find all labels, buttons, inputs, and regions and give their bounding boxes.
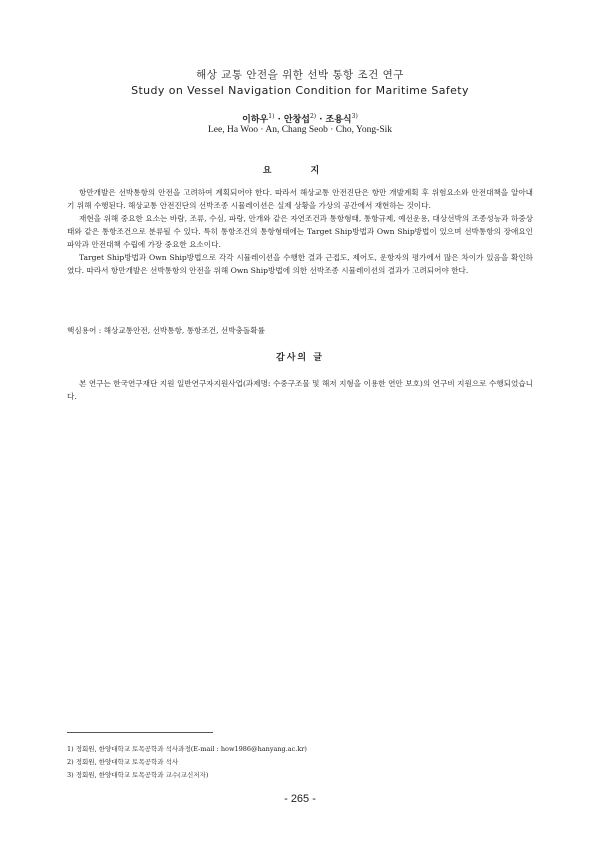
footnote: 1) 정회원, 한양대학교 토목공학과 석사과정(E-mail : how1986@hanyang.ac.kr)	[67, 745, 307, 753]
abstract-paragraph: 항만개발은 선박통항의 안전을 고려하여 계획되어야 한다. 따라서 해상교통 안전진단은 항만 개발계획 후 위험요소와 안전대책을 알아내기 위해 수행된다. 해상교통 안전진단의 선박조종 시뮬레이션은 실제 상황을 가상의 공간에서 재현하는 것이다.	[67, 188, 533, 210]
acknowledgement-text: 본 연구는 한국연구재단 지원 일반연구자지원사업(과제명: 수중구조물 및 해저 지형을 이용한 연안 보호)의 연구비 지원으로 수행되었습니다.	[67, 379, 533, 401]
footnote: 2) 정회원, 한양대학교 토목공학과 석사	[67, 758, 179, 766]
authors-korean	[0, 112, 600, 125]
acknowledgement-heading: 감사의 글	[276, 353, 324, 363]
keywords-text: 해상교통안전, 선박통항, 통항조건, 선박충돌확률	[103, 326, 265, 335]
keywords	[67, 325, 265, 336]
author-name: 안창섭	[283, 115, 310, 125]
footnote: 3) 정회원, 한양대학교 토목공학과 교수(교신저자)	[67, 771, 209, 779]
author-name: 조용식	[325, 115, 352, 125]
footnotes	[67, 743, 533, 782]
page-number: - 265 -	[284, 793, 316, 805]
abstract-body	[67, 186, 533, 277]
author-name: 이하우	[242, 115, 269, 125]
title-english: Study on Vessel Navigation Condition for Maritime Safety	[131, 84, 469, 97]
author-separator: ·	[319, 115, 323, 125]
title-korean: 해상 교통 안전을 위한 선박 통항 조건 연구	[196, 69, 404, 81]
author-mark: 1)	[268, 113, 275, 120]
author-mark: 3)	[351, 113, 358, 120]
keywords-label: 핵심용어 :	[67, 326, 102, 335]
author-separator: ·	[277, 115, 281, 125]
abstract-paragraph: 재현을 위해 중요한 요소는 바람, 조류, 수심, 파랑, 안개와 같은 자연조건과 통항형태, 통항규제, 예선운용, 대상선박의 조종성능과 하중상태와 같은 통항조건으로 분류될 수 있다. 특히 통항조건의 통항형태에는 Target Ship방법과 Own Ship방법이 있으며 선박통항의 장애요인 파악과 안전대책 수립에 가장 중요한 요소이다.	[67, 214, 533, 249]
acknowledgement-body	[67, 377, 533, 403]
authors-english: Lee, Ha Woo · An, Chang Seob · Cho, Yong-Sik	[207, 125, 393, 135]
abstract-paragraph: Target Ship방법과 Own Ship방법으로 각각 시뮬레이션을 수행한 결과 근접도, 제어도, 운항자의 평가에서 많은 차이가 있음을 확인하였다. 따라서 항만개발은 선박통항의 안전을 위해 Own Ship방법에 의한 선박조종 시뮬레이션의 결과가 고려되어야 한다.	[67, 253, 533, 275]
footnote-divider	[67, 732, 213, 733]
abstract-heading: 요 지	[262, 166, 338, 176]
author-mark: 2)	[309, 113, 317, 120]
